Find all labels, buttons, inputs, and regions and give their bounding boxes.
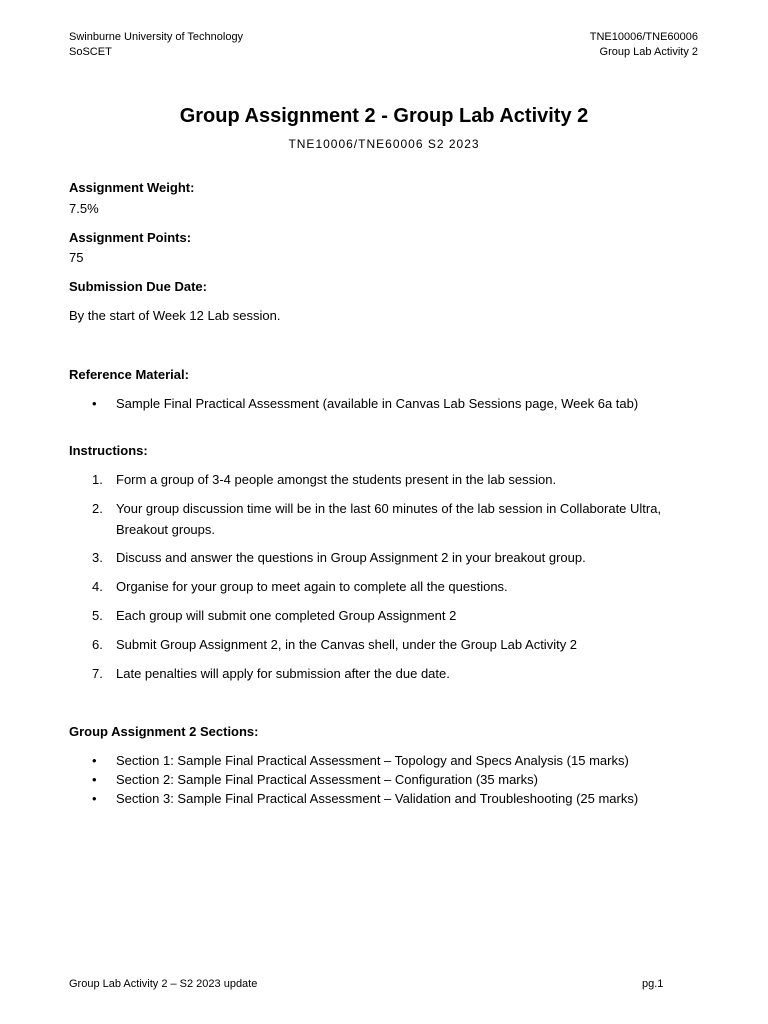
document-title: Group Assignment 2 - Group Lab Activity 2 <box>179 105 589 127</box>
list-number: 1. <box>92 472 103 487</box>
footer-text: Group Lab Activity 2 – S2 2023 update <box>69 978 258 990</box>
instruction-text: Late penalties will apply for submission after the due date. <box>116 666 450 681</box>
section-item-text: Section 1: Sample Final Practical Assessment – Topology and Specs Analysis (15 marks) <box>116 753 629 768</box>
list-number: 6. <box>92 637 103 652</box>
instruction-text: Your group discussion time will be in the last 60 minutes of the lab session in Collaborate Ultra, Breakout groups. <box>116 501 662 537</box>
school-name: SoSCET <box>69 46 112 58</box>
instructions-label: Instructions: <box>69 443 148 458</box>
reference-label: Reference Material: <box>69 367 189 382</box>
instruction-text: Form a group of 3-4 people amongst the students present in the lab session. <box>116 472 557 487</box>
list-number: 2. <box>92 501 103 516</box>
reference-item-text: Sample Final Practical Assessment (available in Canvas Lab Sessions page, Week 6a tab) <box>116 396 639 411</box>
list-number: 4. <box>92 579 103 594</box>
unit-code: TNE10006/TNE60006 <box>589 31 698 43</box>
instruction-text: Organise for your group to meet again to complete all the questions. <box>116 579 508 594</box>
list-number: 5. <box>92 608 103 623</box>
section-item-text: Section 3: Sample Final Practical Assessment – Validation and Troubleshooting (25 marks) <box>116 791 639 806</box>
points-value: 75 <box>69 250 84 265</box>
section-item-text: Section 2: Sample Final Practical Assessment – Configuration (35 marks) <box>116 772 538 787</box>
due-date-label: Submission Due Date: <box>69 279 207 294</box>
list-number: 7. <box>92 666 103 681</box>
page-number: pg.1 <box>642 978 664 990</box>
list-number: 3. <box>92 550 103 565</box>
university-name: Swinburne University of Technology <box>69 31 244 43</box>
activity-name: Group Lab Activity 2 <box>599 46 698 58</box>
instruction-text: Submit Group Assignment 2, in the Canvas shell, under the Group Lab Activity 2 <box>116 637 578 652</box>
bullet-icon: • <box>92 791 97 806</box>
page-header-left <box>69 30 243 60</box>
due-date-value: By the start of Week 12 Lab session. <box>69 308 281 323</box>
bullet-icon: • <box>92 772 97 787</box>
instruction-text: Discuss and answer the questions in Group Assignment 2 in your breakout group. <box>116 550 586 565</box>
sections-label: Group Assignment 2 Sections: <box>69 724 259 739</box>
document-subtitle: TNE10006/TNE60006 S2 2023 <box>288 137 480 151</box>
bullet-icon: • <box>92 753 97 768</box>
bullet-icon: • <box>92 396 97 411</box>
points-label: Assignment Points: <box>69 230 192 245</box>
instruction-text: Each group will submit one completed Group Assignment 2 <box>116 608 457 623</box>
page-header-right <box>590 30 698 60</box>
weight-label: Assignment Weight: <box>69 180 195 195</box>
weight-value: 7.5% <box>69 201 99 216</box>
